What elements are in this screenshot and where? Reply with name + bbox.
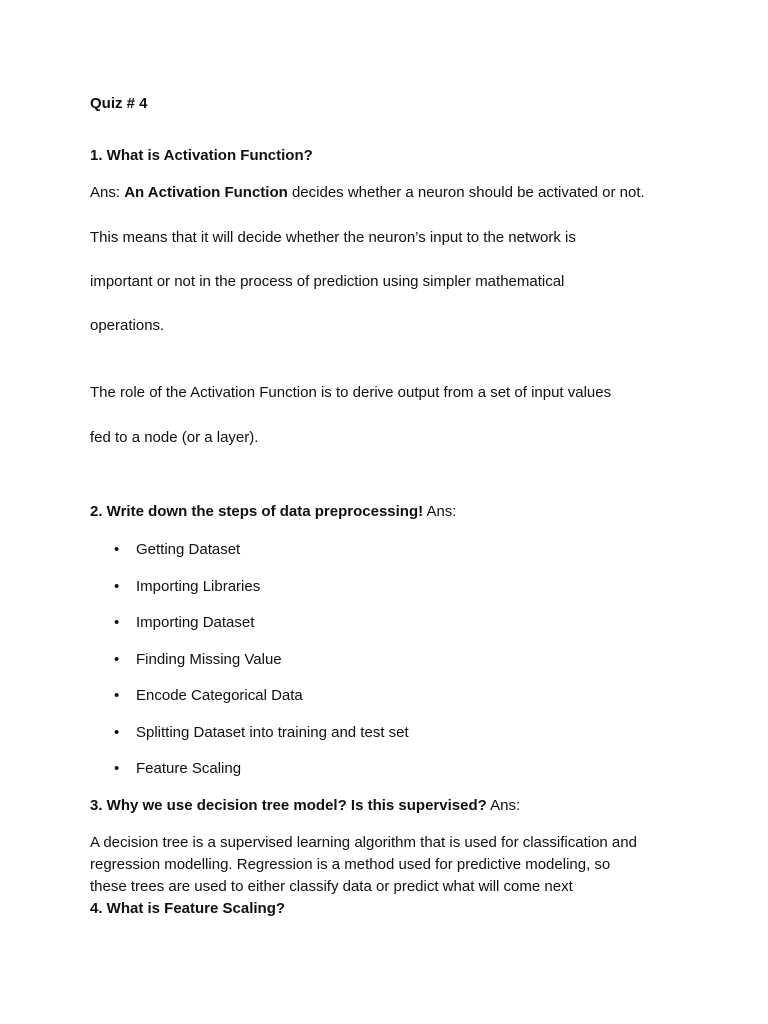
answer-prefix: Ans: (90, 184, 125, 201)
question-2 (90, 502, 456, 522)
list-item-text: Feature Scaling (136, 760, 242, 777)
answer-1-line-6: fed to a node (or a layer). (90, 429, 259, 446)
question-2-text: 2. Write down the steps of data preprocessing! (90, 503, 424, 520)
question-3-text: 3. Why we use decision tree model? Is this supervised? (90, 797, 487, 814)
list-item-text: Finding Missing Value (136, 651, 282, 668)
bullet-icon: • (114, 541, 120, 558)
bullet-icon: • (114, 651, 120, 668)
bullet-icon: • (114, 687, 120, 704)
list-item-text: Getting Dataset (136, 541, 241, 558)
answer-1-line-5: The role of the Activation Function is to derive output from a set of input values (90, 384, 612, 401)
list-item (114, 613, 254, 633)
bullet-icon: • (114, 760, 120, 777)
list-item (114, 577, 260, 597)
list-item (114, 686, 303, 706)
bullet-icon: • (114, 614, 120, 631)
answer-3-line-3: these trees are used to either classify data or predict what will come next (90, 878, 573, 895)
question-2-ans-label: Ans: (423, 503, 457, 520)
answer-1-line-2: This means that it will decide whether the neuron’s input to the network is (90, 229, 576, 246)
list-item-text: Importing Libraries (136, 578, 261, 595)
list-item-text: Importing Dataset (136, 614, 255, 631)
quiz-title: Quiz # 4 (90, 95, 148, 112)
list-item-text: Encode Categorical Data (136, 687, 303, 704)
answer-1-bold-term: An Activation Function (124, 184, 288, 201)
question-3-ans-label: Ans: (486, 797, 521, 814)
list-item (114, 759, 241, 779)
answer-1-line-4: operations. (90, 317, 165, 334)
question-3 (90, 796, 520, 816)
list-item-text: Splitting Dataset into training and test set (136, 724, 409, 741)
bullet-icon: • (114, 724, 120, 741)
answer-1-line-1 (90, 183, 645, 203)
answer-1-line-3: important or not in the process of prediction using simpler mathematical (90, 273, 565, 290)
list-item (114, 723, 409, 743)
question-4: 4. What is Feature Scaling? (90, 900, 286, 917)
list-item (114, 650, 282, 670)
list-item (114, 540, 240, 560)
question-1: 1. What is Activation Function? (90, 147, 313, 164)
answer-3-line-2: regression modelling. Regression is a method used for predictive modeling, so (90, 856, 611, 873)
answer-1-line-1-rest: decides whether a neuron should be activated or not. (287, 184, 645, 201)
bullet-icon: • (114, 578, 120, 595)
answer-3-line-1: A decision tree is a supervised learning algorithm that is used for classification and (90, 834, 637, 851)
